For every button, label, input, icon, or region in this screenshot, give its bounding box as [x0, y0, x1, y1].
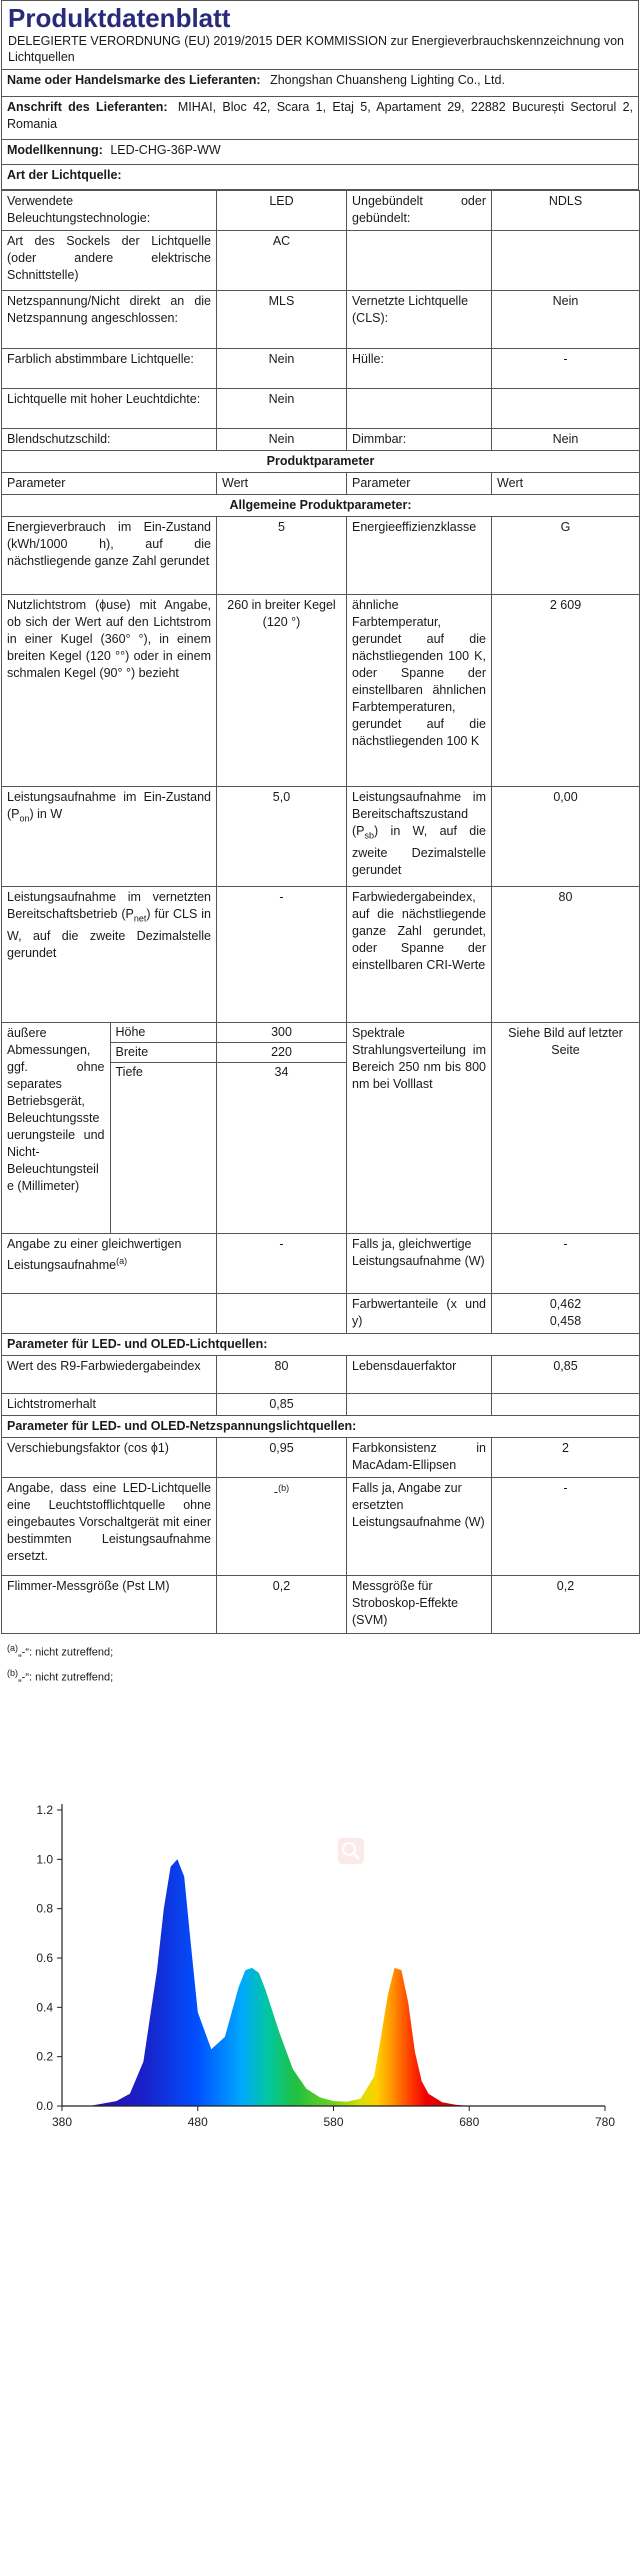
row-value: Nein: [217, 349, 347, 389]
led-mains-params-heading: Parameter für LED- und OLED-Netzspannungslichtquellen:: [2, 1416, 640, 1438]
dimensions-names: [111, 1023, 218, 1082]
row-label: Hülle:: [347, 349, 492, 389]
supplier-table: [1, 69, 639, 190]
model-value: LED-CHG-36P-WW: [110, 143, 221, 157]
y-tick-label: 0.4: [36, 2000, 53, 2015]
row-value: 2 609: [492, 595, 640, 787]
table-row: [2, 887, 640, 1023]
row-label: Netzspannung/Nicht direkt an die Netzspannung angeschlossen:: [2, 291, 217, 349]
row-value: -: [492, 1478, 640, 1576]
row-value: Nein: [492, 429, 640, 451]
table-row: [2, 1438, 640, 1478]
row-label: Flimmer-Messgröße (Pst LM): [2, 1576, 217, 1634]
row-value: 0,00: [492, 787, 640, 887]
general-params-heading: Allgemeine Produktparameter:: [2, 495, 640, 517]
row-value: [492, 231, 640, 291]
row-value: AC: [217, 231, 347, 291]
row-value: -$^{(b)}$: [217, 1478, 347, 1576]
row-label: [347, 1394, 492, 1416]
row-value: 0,85: [492, 1356, 640, 1394]
col-header-value: Wert: [217, 473, 347, 495]
row-label: ähnliche Farbtemperatur, gerundet auf die nächstliegenden 100 K, oder Spanne der einstellbaren ähnlichen Farbtemperaturen, gerundet auf die nächstliegenden 100 K: [347, 595, 492, 787]
x-tick-label: 580: [323, 2115, 344, 2129]
datasheet: [1, 0, 639, 1691]
page-title: Produktdatenblatt: [8, 3, 231, 33]
y-tick-label: 1.2: [36, 1803, 53, 1817]
spectrum-area: [62, 1859, 605, 2106]
row-label: Art des Sockels der Lichtquelle (oder andere elektrische Schnittstelle): [2, 231, 217, 291]
row-value: 0,2: [492, 1576, 640, 1634]
datasheet-header: [1, 0, 639, 69]
dimension-value: 300: [217, 1023, 346, 1043]
row-value: Siehe Bild auf letzter Seite: [492, 1023, 640, 1234]
light-source-type-heading: Art der Lichtquelle:: [2, 165, 639, 190]
row-value: 5,0: [217, 787, 347, 887]
row-label: [347, 389, 492, 429]
y-tick-label: 0.0: [36, 2099, 53, 2113]
row-label: Messgröße für Stroboskop-Effekte (SVM): [347, 1576, 492, 1634]
table-row: [2, 231, 640, 291]
dimension-name: Tiefe: [115, 1065, 143, 1079]
table-row: [2, 1478, 640, 1576]
y-tick-label: 0.8: [36, 1901, 53, 1916]
row-value: -: [492, 1234, 640, 1294]
y-tick-label: 0.6: [36, 1951, 53, 1965]
row-label: Verschiebungsfaktor (cos ϕ1): [2, 1438, 217, 1478]
row-label: Lichtquelle mit hoher Leuchtdichte:: [2, 389, 217, 429]
dimensions-values: [217, 1023, 346, 1082]
footnote-a: $^{(a)}$„-“: nicht zutreffend;: [7, 1643, 114, 1659]
row-label: Blendschutzschild:: [2, 429, 217, 451]
dimension-name: Breite: [111, 1043, 218, 1063]
table-row: [2, 787, 640, 887]
row-value: 0,85: [217, 1394, 347, 1416]
row-label: Falls ja, gleichwertige Leistungsaufnahme (W): [347, 1234, 492, 1294]
row-label: Farblich abstimmbare Lichtquelle:: [2, 349, 217, 389]
dimension-name: Höhe: [111, 1023, 218, 1043]
dimensions-row: [2, 1023, 640, 1234]
col-header-value: Wert: [492, 473, 640, 495]
table-row: [2, 1234, 640, 1294]
table-row: [2, 517, 640, 595]
row-label: Leistungsaufnahme im vernetzten Bereitschaftsbetrieb $(P_{net})$ für CLS in W, auf die zweite Dezimalstelle gerundet: [2, 887, 217, 1023]
row-value: -: [217, 1234, 347, 1294]
supplier-name-label: Name oder Handelsmarke des Lieferanten:: [7, 73, 261, 87]
search-icon: [338, 1838, 364, 1864]
col-header-parameter: Parameter: [347, 473, 492, 495]
row-label: Falls ja, Angabe zur ersetzten Leistungsaufnahme (W): [347, 1478, 492, 1576]
row-label: Energieeffizienzklasse: [347, 517, 492, 595]
row-value: MLS: [217, 291, 347, 349]
row-label: Dimmbar:: [347, 429, 492, 451]
row-value: [492, 1394, 640, 1416]
row-value: -: [492, 349, 640, 389]
row-label: Wert des R9-Farbwiedergabeindex: [2, 1356, 217, 1394]
row-label: Leistungsaufnahme im Bereitschaftszustand $(P_{sb})$ in W, auf die zweite Dezimalstelle gerundet: [347, 787, 492, 887]
row-value: G: [492, 517, 640, 595]
y-tick-label: 0.2: [36, 2049, 53, 2064]
row-value: 0,462 0,458: [492, 1294, 640, 1334]
row-value: 0,95: [217, 1438, 347, 1478]
row-label: Farbwiedergabeindex, auf die nächstliegende ganze Zahl gerundet, oder Spanne der einstellbaren CRI-Werte: [347, 887, 492, 1023]
row-label: Farbkonsistenz in MacAdam-Ellipsen: [347, 1438, 492, 1478]
row-label: Angabe, dass eine LED-Lichtquelle eine Leuchtstofflichtquelle ohne eingebautes Vorschaltgerät mit einer bestimmten Leistungsaufnahme ersetzt.: [2, 1478, 217, 1576]
y-tick-label: 1.0: [36, 1852, 53, 1867]
row-label: Nutzlichtstrom (ϕuse) mit Angabe, ob sich der Wert auf den Lichtstrom in einer Kugel (360° °), in einem breiten Kegel (120 °°) oder in einem schmalen Kegel (90° °) bezieht: [2, 595, 217, 787]
spectrum-chart: [0, 1788, 640, 2178]
led-params-heading: Parameter für LED- und OLED-Lichtquellen:: [2, 1334, 640, 1356]
x-tick-label: 380: [51, 2115, 73, 2129]
dimensions-label: äußere Abmessungen, ggf. ohne separates Betriebsgerät, Beleuchtungssteuerungsteile und Nicht-Beleuchtungsteile (Millimeter): [2, 1023, 110, 1233]
table-row: [2, 1356, 640, 1394]
row-value: 0,2: [217, 1576, 347, 1634]
row-value: 80: [492, 887, 640, 1023]
table-row: [2, 349, 640, 389]
product-params-heading: Produktparameter: [2, 451, 640, 473]
column-header-row: [2, 473, 640, 495]
row-label: Leistungsaufnahme im Ein-Zustand $(P_{on})$ in W: [2, 787, 217, 887]
x-tick-label: 480: [187, 2115, 208, 2129]
dimension-value: 34: [274, 1065, 289, 1079]
spectrum-svg: [0, 1788, 640, 2178]
row-value: Nein: [217, 389, 347, 429]
row-label: Spektrale Strahlungsverteilung im Bereich 250 nm bis 800 nm bei Volllast: [347, 1023, 492, 1234]
row-value: Nein: [492, 291, 640, 349]
row-value: 80: [217, 1356, 347, 1394]
table-row: [2, 1394, 640, 1416]
row-value: 2: [492, 1438, 640, 1478]
col-header-parameter: Parameter: [2, 473, 217, 495]
row-label: Verwendete Beleuchtungstechnologie:: [2, 191, 217, 231]
table-row: [2, 389, 640, 429]
x-tick-label: 780: [594, 2115, 616, 2129]
row-label: Ungebündelt oder gebündelt:: [347, 191, 492, 231]
row-label: [347, 231, 492, 291]
row-label: Lebensdauerfaktor: [347, 1356, 492, 1394]
supplier-name-value: Zhongshan Chuansheng Lighting Co., Ltd.: [270, 73, 505, 87]
table-row: [2, 595, 640, 787]
table-row: [2, 191, 640, 231]
row-label: Energieverbrauch im Ein-Zustand (kWh/1000 h), auf die nächstliegende ganze Zahl gerundet: [2, 517, 217, 595]
table-row: [2, 291, 640, 349]
supplier-address-label: Anschrift des Lieferanten:: [7, 100, 168, 114]
row-value: Nein: [217, 429, 347, 451]
row-label: Farbwertanteile (x und y): [347, 1294, 492, 1334]
table-row: [2, 1294, 640, 1334]
row-label: Angabe zu einer gleichwertigen Leistungsaufnahme$^{(a)}$: [2, 1234, 217, 1294]
row-value: 5: [217, 517, 347, 595]
dimensions-subtable: [2, 1023, 217, 1233]
x-tick-label: 680: [459, 2115, 480, 2129]
row-value: -: [217, 887, 347, 1023]
footnotes: [1, 1634, 639, 1691]
supplier-address-value: MIHAI, Bloc 42, Scara 1, Etaj 5, Apartament 29, 22882 București Sectorul 2, Romania: [7, 100, 633, 131]
row-label: Lichtstromerhalt: [2, 1394, 217, 1416]
row-value: 260 in breiter Kegel (120 °): [217, 595, 347, 787]
table-row: [2, 1576, 640, 1634]
dimension-value: 220: [217, 1043, 346, 1063]
row-value: LED: [217, 191, 347, 231]
row-value: NDLS: [492, 191, 640, 231]
light-source-type-table: [1, 190, 640, 1634]
model-label: Modellkennung:: [7, 143, 103, 157]
table-row: [2, 429, 640, 451]
footnote-b: $^{(b)}$„-“: nicht zutreffend;: [7, 1667, 114, 1684]
row-value: [492, 389, 640, 429]
row-label: Vernetzte Lichtquelle (CLS):: [347, 291, 492, 349]
regulation-subtitle: DELEGIERTE VERORDNUNG (EU) 2019/2015 DER KOMMISSION zur Energieverbrauchskennzeichnung von Lichtquellen: [8, 34, 624, 64]
